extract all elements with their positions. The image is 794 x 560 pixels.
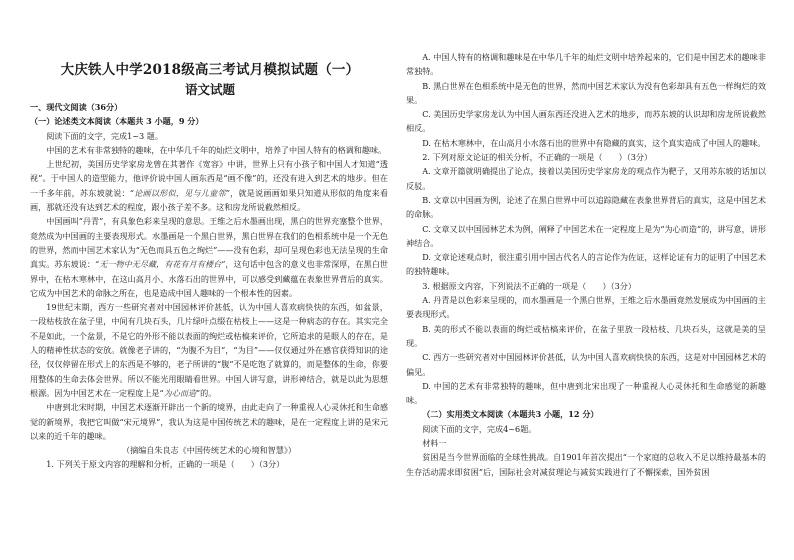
section-2-heading: （二）实用类文本阅读（本题共3 小题，12 分） [422,409,599,420]
question-2: 2. 下列对原文论证的相关分析，不正确的一项是（ ）（3分） [422,152,653,163]
paragraph-1: 中国的艺术有非常独特的趣味，在中华几千年的灿烂文明中，培养了中国人特有的格调和趣味。 [46,144,387,155]
paragraph-3: 中国画叫“丹青”，有具象色彩来呈现的意思。王维之后水墨画出现，黑白的世界充塞整个世界，竟然成为中国画的主要表现形式。水墨画是一个黑白世界，黑白世界在我们的色相系统中是一个无色的世界，然而中国艺术家认为“无色而具五色之绚烂”——没有色彩，却可呈现色彩也无法呈现的生命真实。苏东坡说：“无一物中无尽藏，有花有月有楼台”，这句话中包含的意义也非常深厚，在黑白世界中，在枯木寒林中，在这山高月小、水落石出的世界中，可以感受到藏蕴在表象世界背后的真实。它成为中国艺术的命脉之所在，也是造成中国人趣味的一个根本性的因素。 [30,216,388,298]
q2-option-d: D. 文章论述观点时，很注重引用中国古代名人的言论作为佐证，这样论证有力的证明了中国艺术的独特趣味。 [406,252,766,277]
q3-option-b: B. 美的形式不能以表面的绚烂或枯槁来评价，在盆子里放一段枯枝、几块石头，这就是美的呈现。 [406,323,766,348]
q3-option-d: D. 中国的艺术有非常独特的趣味，但中唐到北宋出现了一种重视人心灵休托和生命感觉的新趣味。 [406,380,766,406]
paragraph-5: 中唐到北宋时期，中国艺术逐渐开辟出一个新的境界，由此走向了一种重视人心灵休托和生命感觉的新境界，我把它叫做“宋元境界”，我认为这是中国传统艺术的趣味，是在一定程度上讲的是宋元以来的近千年的趣味。 [30,402,388,441]
paragraph-2: 上世纪初，美国历史学家房龙曾在其著作《宽容》中讲，世界上只有小孩子和中国人才知道“透视”。于中国人的造型能力，他评价说中国人画东西是“画不像”的，还没有进入到艺术的地步。但在一千多年前，苏东坡就说：“论画以形似，见与儿童邻”，就是说画画如果只知道从形似的角度来看画，那就还没有达到艺术的程度，跟小孩子差不多。这和房龙所说截然相反。 [30,159,388,213]
exam-subtitle: 语文试题 [184,82,235,97]
q1-option-d: D. 在枯木寒林中，在山高月小水落石出的世界中有隐藏的真实，这个真实造成了中国人的趣味。 [422,137,766,148]
q3-option-c: C. 西方一些研究者对中国园林评价甚低，认为中国人喜欢病快快的东西，这是对中国园林艺术的偏见。 [406,352,766,377]
question-3: 3. 根据原文内容，下列说法不正确的一项是（ ）（3分） [422,280,636,291]
q1-option-b: B. 黑白世界在色相系统中是无色的世界，然而中国艺术家认为没有色彩却具有五色一样绚烂的效果。 [406,80,766,105]
material-1-paragraph: 贫困是当今世界面临的全球性挑战。自1901年首次提出“一个家庭的总收入不足以维持最基本的生存活动需求即贫困”后，国际社会对减贫理论与减贫实践进行了不懈探索，国外贫困 [406,452,766,477]
quote: “论画以形似，见与儿童邻” [129,187,230,198]
exam-title: 大庆铁人中学2018级高三考试月模拟试题（一） [60,62,360,78]
subsection-heading: （一）论述类文本阅读（本题共 3 小题，9 分） [30,116,204,127]
quote: 为心而造 [163,387,197,398]
section-heading: 一、现代文阅读（36分） [30,102,123,112]
instruction-2: 阅读下面的文字，完成4~6题。 [422,423,537,434]
question-1: 1. 下列关于原文内容的理解和分析，正确的一项是（ ）（3分） [46,459,285,470]
q3-option-a: A. 丹青是以色彩来呈现的，而水墨画是一个黑白世界，王维之后水墨画竟然发展成为中国画的主要表现形式。 [406,295,766,320]
instruction: 阅读下面的文字，完成1~3 题。 [46,130,163,141]
material-1-label: 材料一 [422,438,447,449]
q2-option-a: A. 文章开篇就明确提出了论点，接着以美国历史学家房龙的观点作为靶子，又用苏东坡的话加以反驳。 [406,166,766,191]
q2-option-c: C. 文章又以中国园林艺术为例，阐释了中国艺术在一定程度上是为“为心而造”的，讲写意，讲形神结合。 [406,223,766,248]
right-column [406,50,766,479]
q1-option-c: C. 美国历史学家房龙认为中国人画东西还没进入艺术的地步，而苏东坡的认识却和房龙所说截然相反。 [406,109,766,134]
q2-option-b: B. 文章以中国画为例，论述了在黑白世界中可以追踪隐藏在表象世界背后的真实，这是中国艺术的命脉。 [406,194,766,220]
source-citation: （摘编自朱良志《中国传统艺术的心境和智慧》） [121,445,296,456]
left-column [30,100,388,472]
paragraph-4: 19世纪末期，西方一些研究者对中国园林评价甚低，认为中国人喜欢病快快的东西，如盆景，一段枯枝放在盆子里，中间有几块石头，几片绿叶点缀在枯枝上——这是一种病态的存在。其实完全不是如此，一个盆景，不是它的外形不能以表面的绚烂或枯槁来评价，它所追求的是眼人的存在，是人的精神性状态的安放。就像老子讲的，“为腹不为目”，“为目”——仅仅通过外在感官获得知识的途径，仅仅停留在形式上的东西是不够的，老子所讲的“腹”不是吃饱了就算的，而是整体的生命，你要用整体的生命去体会世界。所以不能光用眼睛看世界。中国人讲写意，讲形神结合，就是以此为思想根源。因为中国艺术在一定程度上是“为心而造”的。 [30,302,388,398]
q1-option-a: A. 中国人特有的格调和趣味是在中华几千年的灿烂文明中培养起来的，它们是中国艺术的趣味非常独特。 [406,52,766,77]
quote: “无一物中无尽藏，有花有月有楼台” [95,259,226,270]
